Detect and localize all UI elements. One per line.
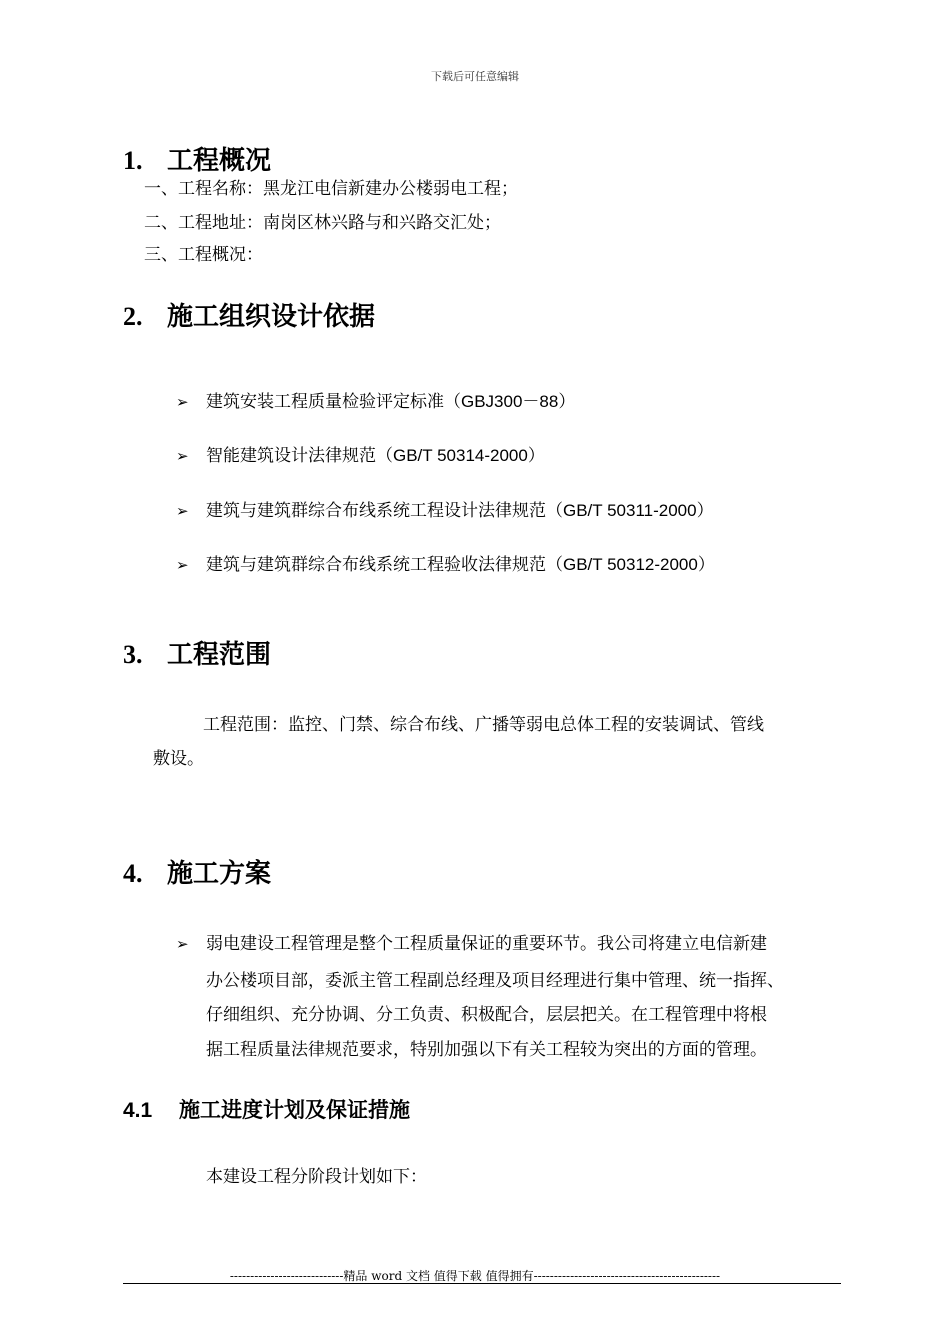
- section-title: 施工方案: [167, 859, 272, 889]
- project-name-line: 一、工程名称：黑龙江电信新建办公楼弱电工程；: [144, 179, 518, 199]
- project-address-line: 二、工程地址：南岗区林兴路与和兴路交汇处；: [144, 213, 501, 233]
- section-4-heading: [123, 853, 271, 890]
- schedule-intro: 本建设工程分阶段计划如下：: [206, 1167, 427, 1187]
- page-header: 下载后可任意编辑: [431, 70, 519, 83]
- list-item: [176, 550, 715, 575]
- plan-paragraph-line: 办公楼项目部，委派主管工程副总经理及项目经理进行集中管理、统一指挥、: [206, 971, 784, 991]
- section-title: 施工进度计划及保证措施: [179, 1097, 410, 1122]
- project-overview-line: 三、工程概况：: [144, 245, 263, 265]
- section-number: 3.: [123, 640, 143, 669]
- arrow-bullet-icon: ➢: [176, 556, 189, 574]
- section-number: 1.: [123, 146, 143, 175]
- scope-paragraph-line-2: 敷设。: [153, 749, 204, 769]
- section-title: 工程范围: [167, 640, 272, 670]
- list-item: [176, 929, 767, 954]
- section-number: 4.1: [123, 1099, 153, 1122]
- page-footer: ----------------------------精品 word 文档 值得下载 值得拥有----------------------------------------------: [229, 1269, 721, 1283]
- footer-divider: [123, 1283, 841, 1284]
- section-number: 4.: [123, 859, 143, 888]
- standard-name: 建筑安装工程质量检验评定标准: [206, 392, 444, 412]
- standard-code: （GB/T 50314-2000）: [376, 446, 545, 465]
- arrow-bullet-icon: ➢: [176, 935, 189, 953]
- standard-name: 智能建筑设计法律规范: [206, 446, 376, 466]
- plan-paragraph-line: 据工程质量法律规范要求，特别加强以下有关工程较为突出的方面的管理。: [206, 1040, 767, 1060]
- list-item: [176, 387, 575, 412]
- standard-code: （GB/T 50312-2000）: [546, 555, 715, 574]
- plan-paragraph-line: 仔细组织、充分协调、分工负责、积极配合，层层把关。在工程管理中将根: [206, 1005, 767, 1025]
- standard-code: （GB/T 50311-2000）: [546, 501, 714, 520]
- standard-code: （GBJ300－88）: [444, 392, 576, 411]
- arrow-bullet-icon: ➢: [176, 393, 189, 411]
- arrow-bullet-icon: ➢: [176, 502, 189, 520]
- section-4-1-heading: [123, 1094, 410, 1124]
- section-1-heading: [123, 140, 271, 177]
- plan-paragraph-line: 弱电建设工程管理是整个工程质量保证的重要环节。我公司将建立电信新建: [206, 934, 767, 954]
- section-title: 工程概况: [167, 146, 272, 176]
- standard-name: 建筑与建筑群综合布线系统工程验收法律规范: [206, 555, 546, 575]
- section-title: 施工组织设计依据: [167, 302, 376, 332]
- list-item: [176, 441, 545, 466]
- section-2-heading: [123, 296, 375, 333]
- list-item: [176, 496, 714, 521]
- section-number: 2.: [123, 302, 143, 331]
- arrow-bullet-icon: ➢: [176, 447, 189, 465]
- standard-name: 建筑与建筑群综合布线系统工程设计法律规范: [206, 501, 546, 521]
- section-3-heading: [123, 634, 271, 671]
- scope-paragraph-line-1: 工程范围：监控、门禁、综合布线、广播等弱电总体工程的安装调试、管线: [203, 715, 764, 735]
